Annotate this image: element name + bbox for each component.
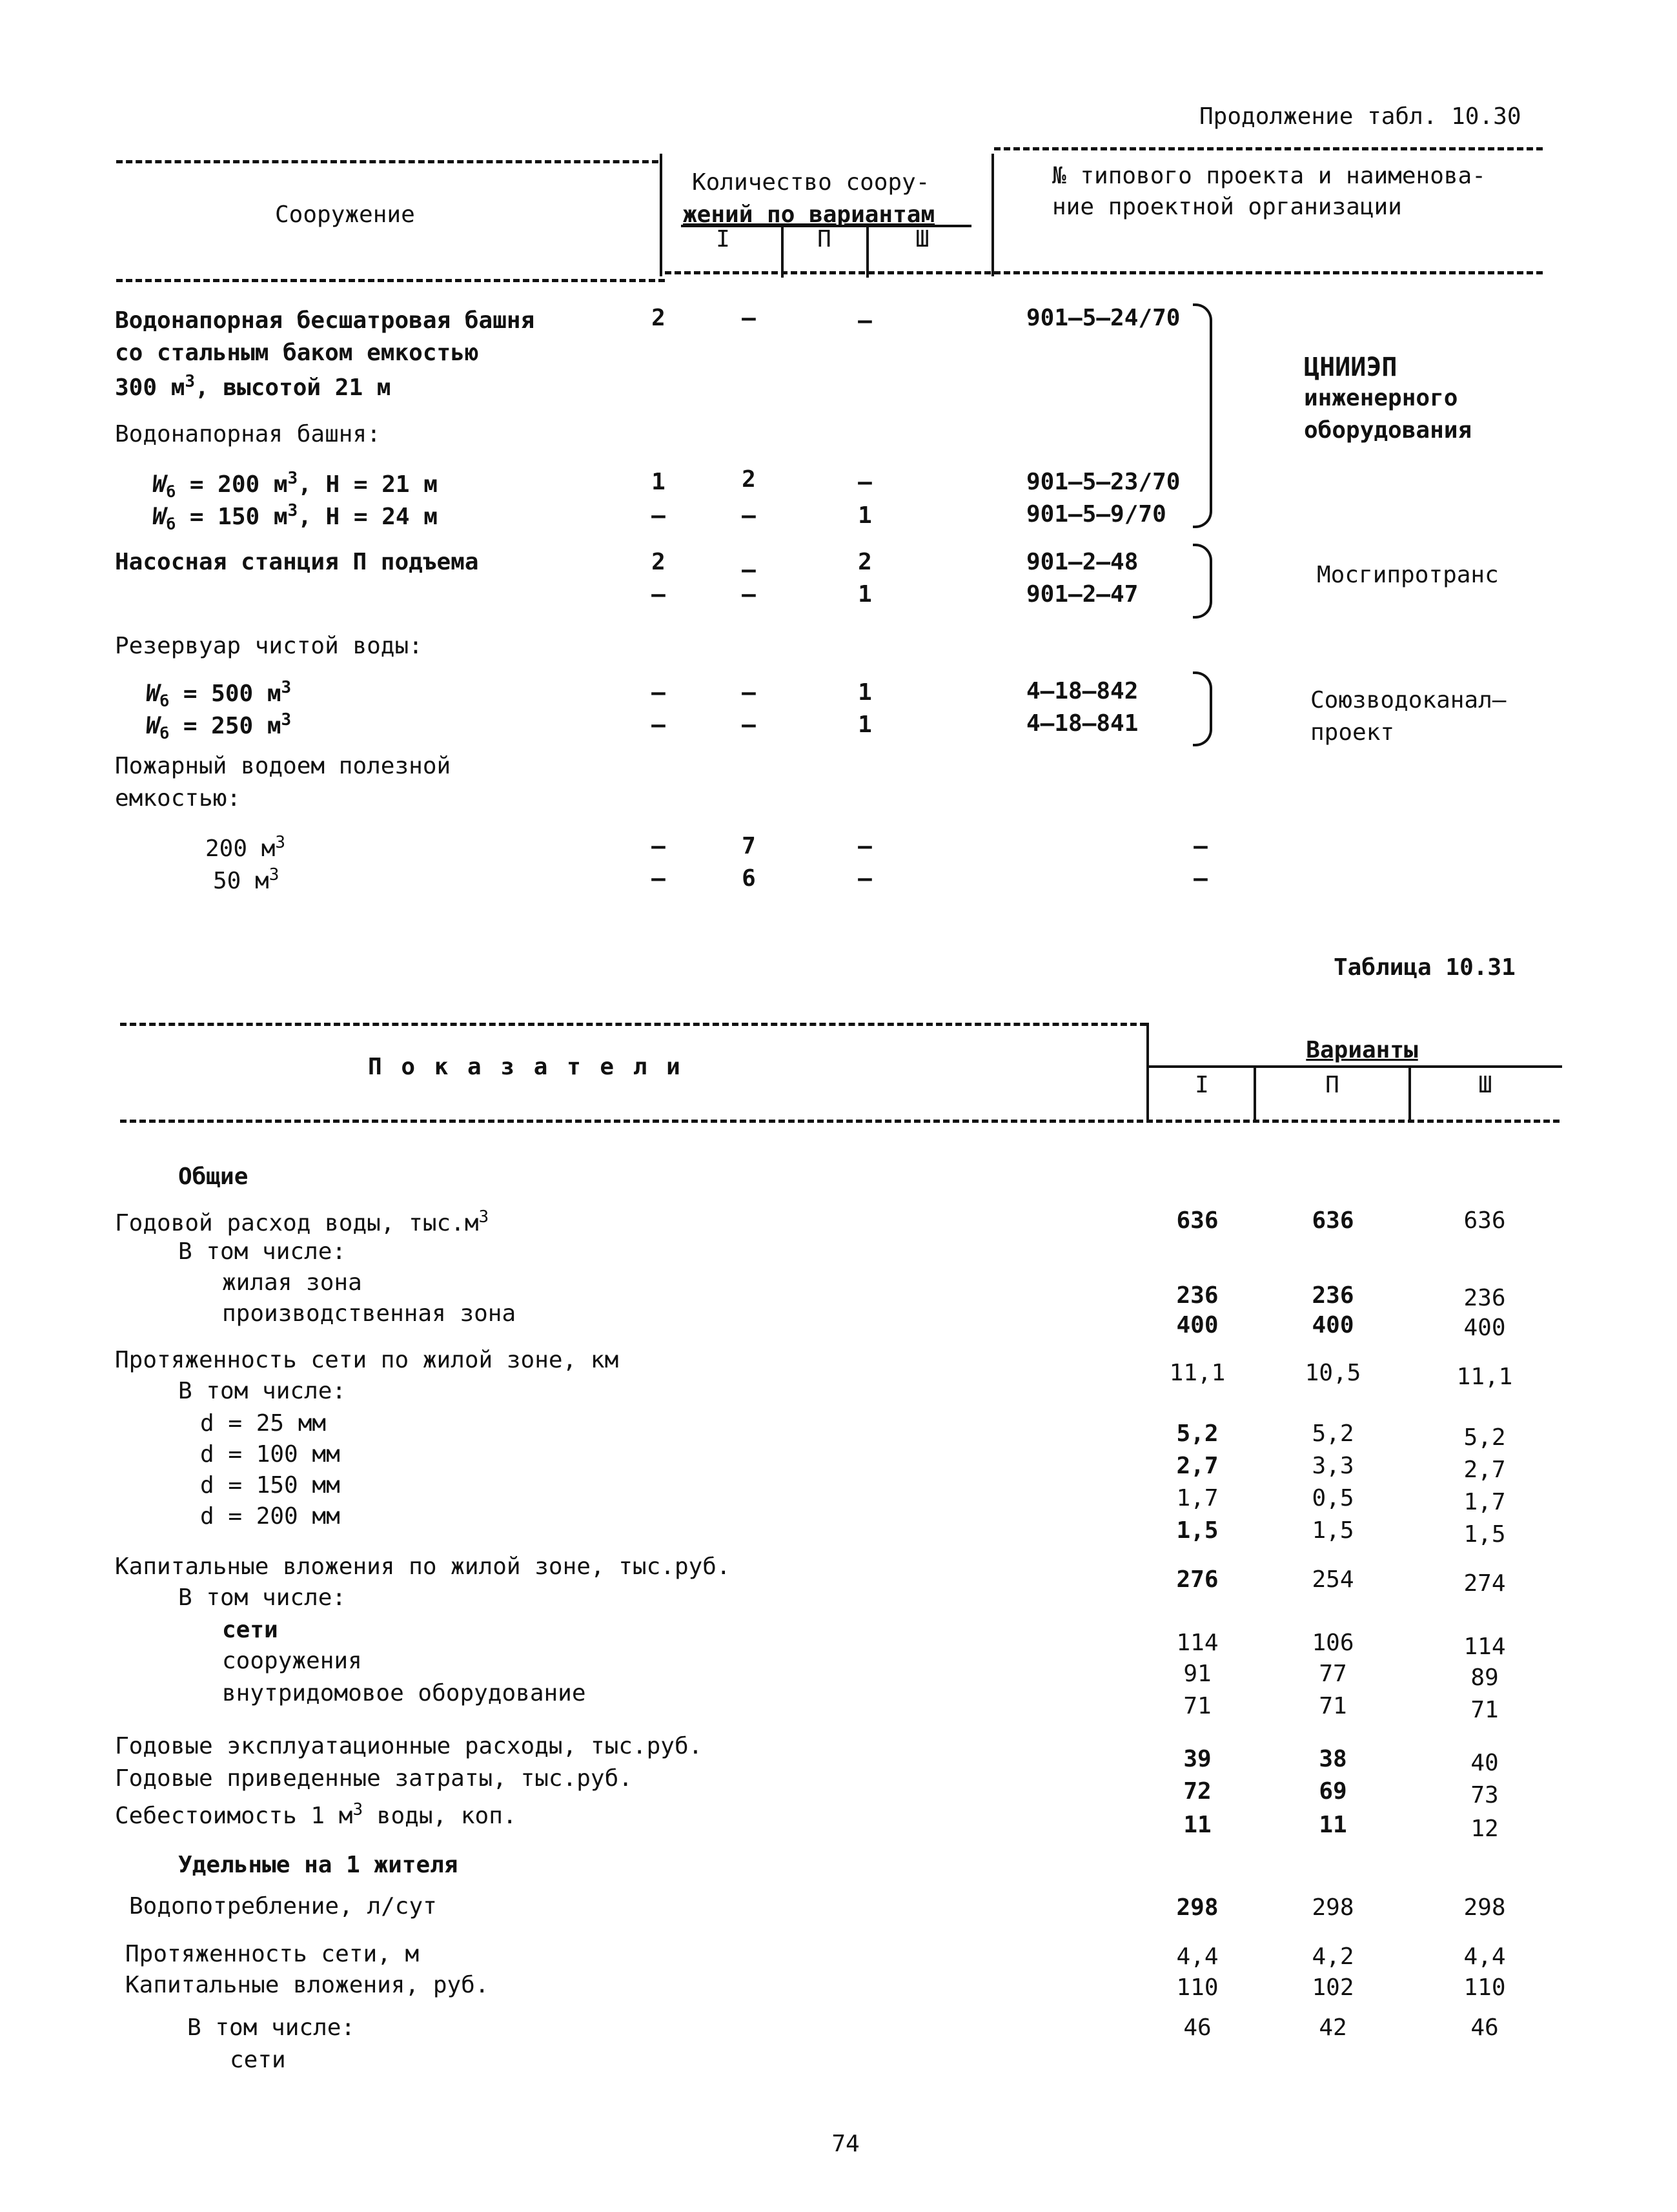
t31-row-label: d = 100 мм	[200, 1441, 340, 1468]
t31-row-v2: 254	[1312, 1566, 1354, 1593]
t31-row-v1: 1,5	[1176, 1517, 1219, 1544]
t30-row-v3: 1	[858, 581, 872, 608]
t30-row-v3: 1	[858, 502, 872, 529]
t31-row-label: d = 25 мм	[200, 1410, 327, 1437]
t31-row-v1: 5,2	[1176, 1420, 1219, 1447]
rule-top-right	[994, 147, 1543, 150]
t30-row-v1: 1	[651, 469, 666, 495]
t31-row-label: В том числе:	[178, 1378, 347, 1404]
brace-soyuzvodokanal	[1193, 671, 1212, 746]
header-project-line2: ние проектной организации	[1052, 194, 1402, 220]
header-count-line1: Количество соору-	[692, 169, 930, 196]
t30-row-name: $W_б = 200$ $м^3$, H = 21 м	[152, 469, 438, 502]
org-tsniiep-line1: ЦНИИЭП	[1304, 353, 1397, 382]
t31-row-label: Годовой расход воды, $тыс.м^3$	[115, 1207, 489, 1236]
t31-row-label: производственная зона	[222, 1300, 516, 1327]
rule-t31-header-bottom	[120, 1120, 1560, 1123]
t31-row-label: Капитальные вложения по жилой зоне, тыс.руб.	[115, 1553, 731, 1580]
t31-section-general: Общие	[178, 1163, 249, 1190]
t30-row-v3: 1	[858, 679, 872, 706]
t31-row-v2: 10,5	[1305, 1360, 1361, 1386]
t30-row-project: 4–18–842	[1026, 678, 1139, 704]
t30-row-v2: –	[742, 712, 756, 738]
t31-row-label: В том числе:	[178, 1584, 347, 1611]
t31-row-v3: 236	[1463, 1285, 1506, 1311]
t31-row-v1: 400	[1176, 1312, 1219, 1338]
t31-row-v2: 4,2	[1312, 1943, 1354, 1970]
t30-row-project: –	[1194, 833, 1208, 859]
t31-row-v2: 298	[1312, 1894, 1354, 1921]
t31-row-v2: 11	[1319, 1812, 1347, 1838]
t31-row-label: Себестоимость 1 $м^3$ воды, коп.	[115, 1800, 517, 1829]
t31-row-v1: 636	[1176, 1207, 1219, 1234]
t30-row-v3: 2	[858, 549, 872, 575]
t30-row-project: 901–5–24/70	[1026, 305, 1181, 331]
t30-row-v3: 1	[858, 712, 872, 738]
t31-row-label: В том числе:	[187, 2014, 356, 2041]
header-indicators: П о к а з а т е л и	[368, 1054, 683, 1080]
t31-row-v3: 298	[1463, 1894, 1506, 1921]
t31-row-label: Годовые приведенные затраты, тыс.руб.	[115, 1765, 633, 1792]
t31-row-v2: 636	[1312, 1207, 1354, 1234]
header-variants-rule	[1149, 1065, 1562, 1068]
t31-row-v3: 71	[1470, 1697, 1499, 1723]
header-count-rule	[681, 225, 971, 227]
header-structure: Сооружение	[275, 201, 415, 228]
t31-row-v1: 11	[1183, 1812, 1212, 1838]
t31-row-label: Годовые эксплуатационные расходы, тыс.руб.	[115, 1733, 703, 1759]
t30-row-v2: –	[742, 502, 756, 529]
t30-row-project: 901–5–23/70	[1026, 469, 1181, 495]
rule-top-left	[116, 160, 658, 163]
org-tsniiep-line3: оборудования	[1304, 417, 1472, 444]
t31-row-v1: 236	[1176, 1282, 1219, 1309]
t31-row-v3: 5,2	[1463, 1424, 1506, 1451]
t31-row-v1: 39	[1183, 1746, 1212, 1772]
t31-row-label: внутридомовое оборудование	[222, 1680, 586, 1706]
table-title: Таблица 10.31	[1334, 954, 1516, 981]
t30-row-project: 901–2–48	[1026, 549, 1139, 575]
header-variants: Варианты	[1306, 1037, 1418, 1063]
t30-row-v3: –	[858, 307, 872, 334]
t31-row-v2: 3,3	[1312, 1453, 1354, 1479]
t31-row-v2: 106	[1312, 1630, 1354, 1656]
t31-row-v2: 77	[1319, 1661, 1347, 1687]
t31-row-v3: 2,7	[1463, 1457, 1506, 1483]
t30-row-v2: 2	[742, 466, 756, 493]
t31-row-v3: 4,4	[1463, 1943, 1506, 1970]
org-tsniiep-line2: инженерного	[1304, 385, 1458, 411]
t30-row-name: Резервуар чистой воды:	[115, 633, 423, 659]
t31-row-v3: 12	[1470, 1816, 1499, 1842]
t30-row-project: 901–5–9/70	[1026, 501, 1166, 527]
t30-row-project: 4–18–841	[1026, 710, 1139, 737]
t31-row-v1: 46	[1183, 2014, 1212, 2041]
t31-row-v2: 102	[1312, 1974, 1354, 2001]
t31-row-v3: 11,1	[1456, 1364, 1513, 1390]
t31-row-v1: 110	[1176, 1974, 1219, 2001]
t31-row-v3: 89	[1470, 1664, 1499, 1691]
t30-row-name: Пожарный водоем полезной	[115, 753, 451, 779]
t31-row-label: Капитальные вложения, руб.	[125, 1972, 489, 1998]
t31-row-v2: 38	[1319, 1746, 1347, 1772]
t31-row-label: сети	[230, 2047, 286, 2073]
t30-row-name: $W_б = 150$ $м^3$, H = 24 м	[152, 501, 438, 534]
t31-row-v2: 1,5	[1312, 1517, 1354, 1544]
header-sep-1	[781, 226, 784, 278]
t31-header-v3: Ш	[1478, 1072, 1492, 1098]
t30-row-v2: –	[742, 557, 756, 583]
t31-row-label: сети	[222, 1617, 278, 1643]
brace-tsniiep	[1193, 303, 1212, 528]
t31-row-v1: 298	[1176, 1894, 1219, 1921]
header-variant-2: П	[817, 226, 831, 252]
t31-row-label: Протяженность сети по жилой зоне, км	[115, 1347, 619, 1373]
t30-row-v2: 7	[742, 833, 756, 859]
rule-vert-1	[660, 154, 662, 276]
t31-row-label: жилая зона	[222, 1269, 362, 1296]
t31-row-v2: 400	[1312, 1312, 1354, 1338]
t31-header-sep-1	[1254, 1068, 1256, 1120]
t31-row-label: Водопотребление, л/сут	[129, 1893, 437, 1920]
t31-row-v3: 110	[1463, 1974, 1506, 2001]
rule-t31-top	[120, 1023, 1146, 1026]
t31-row-label: В том числе:	[178, 1238, 347, 1265]
t31-row-v3: 73	[1470, 1782, 1499, 1808]
t31-row-v3: 40	[1470, 1750, 1499, 1776]
t30-row-v2: –	[742, 305, 756, 331]
t30-row-v1: –	[651, 679, 666, 706]
t31-row-v2: 236	[1312, 1282, 1354, 1309]
header-sep-2	[866, 226, 869, 278]
org-mosgiprotrans: Мосгипротранс	[1317, 562, 1499, 588]
t31-header-sep-2	[1408, 1068, 1411, 1120]
t31-row-v3: 1,7	[1463, 1489, 1506, 1515]
t31-row-v1: 91	[1183, 1661, 1212, 1687]
t31-header-v1: I	[1195, 1072, 1209, 1098]
t31-row-v3: 636	[1463, 1207, 1506, 1234]
t31-row-v3: 1,5	[1463, 1521, 1506, 1548]
t31-row-v1: 11,1	[1169, 1360, 1226, 1386]
t30-row-v1: –	[651, 865, 666, 892]
t31-row-v2: 69	[1319, 1778, 1347, 1805]
t31-row-label: d = 150 мм	[200, 1472, 340, 1499]
rule-header-bottom-right	[665, 271, 1543, 274]
t30-row-v1: 2	[651, 549, 666, 575]
t30-row-project: –	[1194, 865, 1208, 892]
t30-row-name: Насосная станция П подъема	[115, 549, 479, 575]
page-number: 74	[831, 2131, 860, 2157]
t31-row-v1: 72	[1183, 1778, 1212, 1805]
t31-section-per-resident: Удельные на 1 жителя	[178, 1852, 458, 1878]
t30-row-v2: 6	[742, 865, 756, 892]
t31-row-v2: 42	[1319, 2014, 1347, 2041]
t30-row-name: 50 $м^3$	[213, 865, 280, 894]
t30-row-project: 901–2–47	[1026, 581, 1139, 608]
t30-row-name: емкостью:	[115, 785, 241, 812]
t31-row-v1: 2,7	[1176, 1453, 1219, 1479]
header-variant-3: Ш	[915, 226, 930, 252]
t31-row-v1: 114	[1176, 1630, 1219, 1656]
t30-row-v1: –	[651, 712, 666, 738]
t30-row-v1: –	[651, 502, 666, 529]
t30-row-name: Водонапорная бесшатровая башня	[115, 307, 535, 334]
header-count-line2: жений по вариантам	[683, 201, 935, 228]
t30-row-name: $W_б = 250$ $м^3$	[146, 710, 292, 743]
t30-row-name: 200 $м^3$	[205, 833, 286, 862]
t30-row-v2: –	[742, 679, 756, 706]
t30-row-name: со стальным баком емкостью	[115, 340, 479, 366]
rule-t31-vert	[1146, 1023, 1149, 1120]
brace-mosgiprotrans	[1193, 544, 1212, 619]
t31-row-v3: 274	[1463, 1570, 1506, 1597]
header-variant-1: I	[716, 226, 730, 252]
t31-row-label: d = 200 мм	[200, 1503, 340, 1530]
t31-row-v2: 0,5	[1312, 1485, 1354, 1511]
t31-row-v3: 400	[1463, 1315, 1506, 1341]
continuation-caption: Продолжение табл. 10.30	[1199, 103, 1521, 130]
t30-row-v3: –	[858, 865, 872, 892]
org-soyuzvodokanal-line2: проект	[1310, 719, 1395, 746]
t30-row-name: $W_б = 500$ $м^3$	[146, 678, 292, 711]
t30-row-v1: 2	[651, 305, 666, 331]
t31-row-v1: 276	[1176, 1566, 1219, 1593]
t31-row-v3: 46	[1470, 2014, 1499, 2041]
rule-header-bottom-left	[116, 279, 665, 282]
t31-row-v1: 71	[1183, 1693, 1212, 1719]
t31-row-v2: 5,2	[1312, 1420, 1354, 1447]
t30-row-v3: –	[858, 469, 872, 495]
t31-row-v3: 114	[1463, 1633, 1506, 1660]
header-project-line1: № типового проекта и наименова-	[1052, 163, 1486, 189]
t30-row-name: Водонапорная башня:	[115, 421, 381, 447]
t30-row-v1: –	[651, 581, 666, 608]
t31-row-v1: 1,7	[1176, 1485, 1219, 1511]
org-soyuzvodokanal-line1: Союзводоканал–	[1310, 687, 1507, 713]
t31-row-v2: 71	[1319, 1693, 1347, 1719]
t31-row-label: сооружения	[222, 1648, 362, 1674]
t30-row-name: 300 $м^3$, высотой 21 м	[115, 372, 391, 401]
t31-header-v2: П	[1325, 1072, 1339, 1098]
t31-row-label: Протяженность сети, м	[125, 1941, 420, 1967]
t30-row-v2: –	[742, 581, 756, 608]
rule-vert-2	[991, 154, 994, 276]
t31-row-v1: 4,4	[1176, 1943, 1219, 1970]
t30-row-v3: –	[858, 833, 872, 859]
t30-row-v1: –	[651, 833, 666, 859]
